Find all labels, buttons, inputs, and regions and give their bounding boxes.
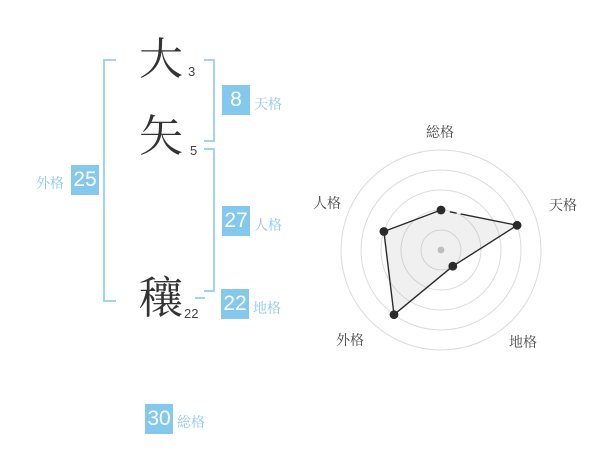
tenkaku-label: 天格 — [254, 96, 282, 112]
radar-axis-label: 総格 — [426, 124, 454, 140]
stroke-count: 3 — [188, 64, 196, 79]
jinkaku-bracket-line — [213, 148, 215, 292]
radar-axis-label: 人格 — [313, 195, 341, 211]
stroke-count: 5 — [190, 143, 198, 158]
tenkaku-bracket-tick-bottom — [204, 140, 215, 142]
name-character: 大 — [139, 35, 183, 84]
tenkaku-bracket-line — [213, 59, 215, 142]
chikaku-badge: 22 — [221, 289, 249, 319]
jinkaku-bracket-tick-top — [204, 148, 215, 150]
jinkaku-bracket-tick-bottom — [204, 290, 215, 292]
radar-axis-label: 地格 — [509, 334, 537, 350]
radar-axis-label: 天格 — [549, 197, 577, 213]
soukaku-badge: 30 — [145, 404, 173, 434]
gaikaku-bracket-tick-top — [103, 59, 116, 61]
soukaku-label: 総格 — [177, 414, 205, 430]
chikaku-tick — [195, 297, 205, 299]
radar-axis-label: 外格 — [336, 332, 364, 348]
stroke-count: 22 — [184, 306, 199, 321]
jinkaku-badge: 27 — [222, 206, 250, 236]
name-character: 矢 — [139, 112, 183, 161]
tenkaku-badge: 8 — [222, 85, 250, 115]
gaikaku-label: 外格 — [36, 175, 64, 191]
gaikaku-bracket-line — [103, 59, 105, 302]
name-character: 穰 — [139, 274, 183, 323]
jinkaku-label: 人格 — [254, 217, 282, 233]
radar-chart — [295, 100, 595, 390]
chikaku-label: 地格 — [253, 300, 281, 316]
gaikaku-bracket-tick-bottom — [103, 300, 116, 302]
gaikaku-badge: 25 — [71, 165, 99, 195]
tenkaku-bracket-tick-top — [204, 59, 215, 61]
